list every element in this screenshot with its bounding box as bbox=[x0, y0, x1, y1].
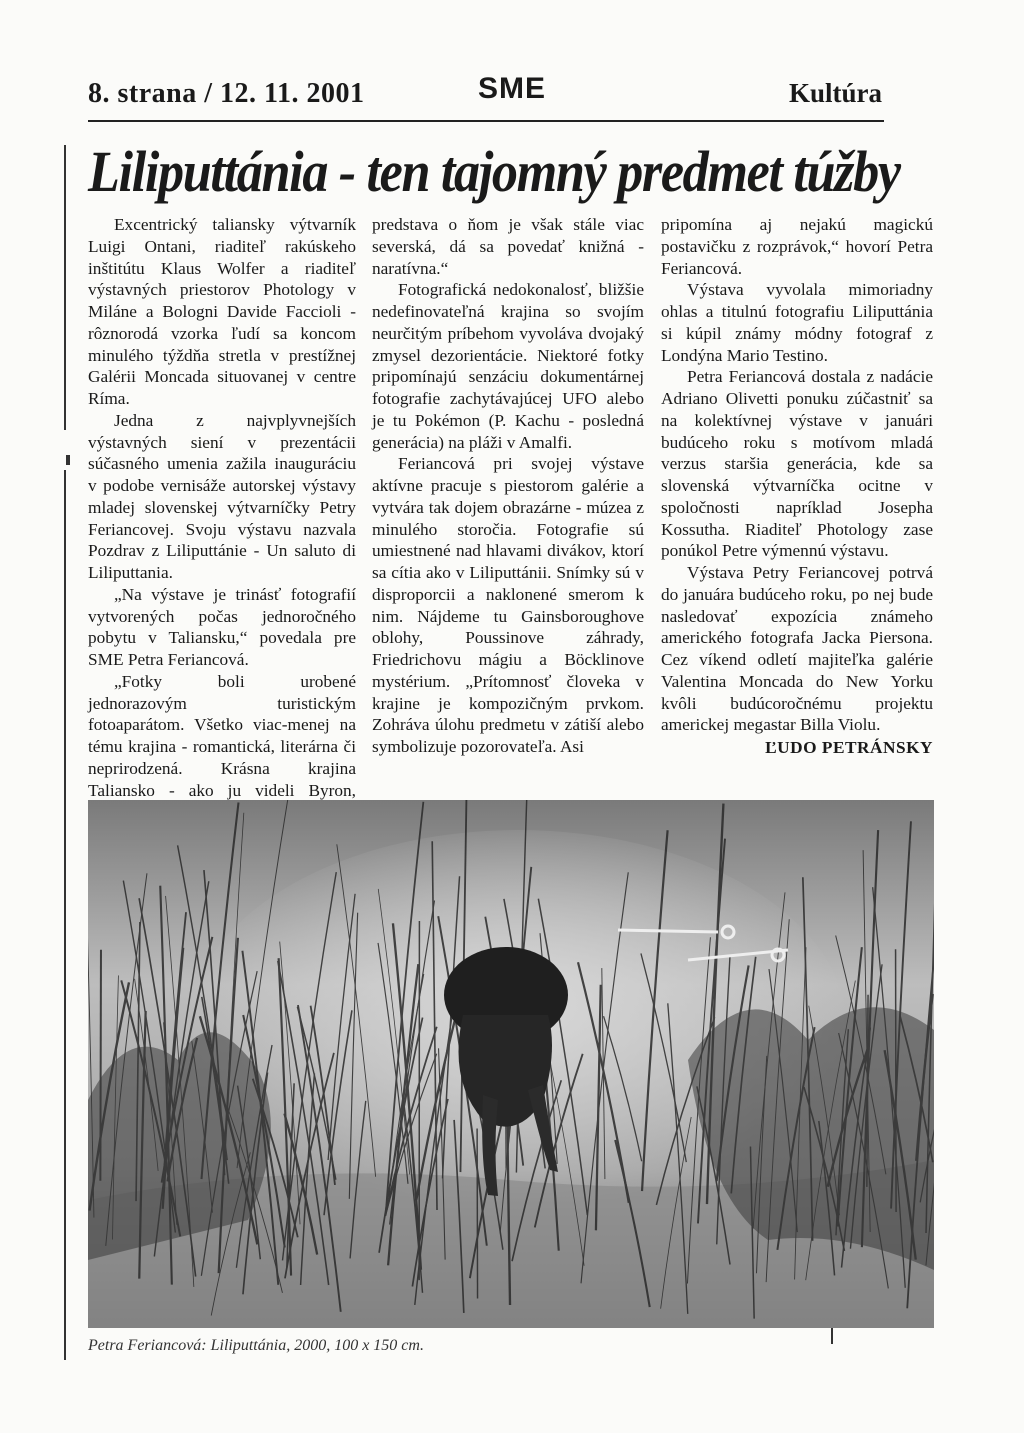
page-date: 8. strana / 12. 11. 2001 bbox=[88, 78, 365, 109]
headline: Liliputtánia - ten tajomný predmet túžby bbox=[88, 139, 900, 204]
paragraph: Výstava Petry Feriancovej potrvá do januára budúceho roku, po nej bude nasledovať expozícia známeho amerického fotografa Jacka Piersona. Cez víkend odletí majiteľka galérie Valentina Moncada do New Yorku kvôli budúcoročnému projektu americkej megastar Billa Violu. bbox=[661, 563, 933, 735]
header-rule bbox=[88, 120, 884, 122]
paragraph: „Fotky boli urobené jednorazovým turistickým fotoaparátom. Všetko viac-menej na tému krajina - romantická, literárna či neprirodzená. Krásna krajina Taliansko - ako ju videli Byron, bbox=[88, 671, 356, 800]
paragraph: Výstava vyvolala mimoriadny ohlas a titulnú fotografiu Liliputtánia si kúpil známy módny fotograf z Londýna Mario Testino. bbox=[661, 280, 933, 365]
paragraph: „Na výstave je trinásť fotografií vytvorených počas jednoročného pobytu v Taliansku,“ povedala pre SME Petra Feriancová. bbox=[88, 584, 356, 669]
paragraph: Petra Feriancová dostala z nadácie Adriano Olivetti ponuku zúčastniť sa na kolektívnej výstave v januári budúceho roku s motívom mladá verzus staršia generácia, kde sa slovenská výtvarníčka ocitne v spoločnosti napríklad Josepha Kossutha. Riaditeľ Photology zase ponúkol Petre výmennú výstavu. bbox=[661, 367, 933, 561]
article-column-1 bbox=[88, 214, 356, 823]
article-photo bbox=[88, 800, 934, 1328]
margin-mark bbox=[831, 1328, 833, 1344]
photo-illustration bbox=[88, 800, 934, 1328]
article-column-3 bbox=[661, 214, 933, 759]
margin-mark bbox=[64, 470, 66, 1360]
paragraph: Feriancová pri svojej výstave aktívne pracuje s piestorom galérie a vytvára tak dojem obrazárne - múzea z minulého storočia. Fotografie sú umiestnené nad hlavami divákov, ktorí sa cítia ako v Liliputtánii. Snímky sú v disproporcii a naklonené smerom k nim. Nájdeme tu Gainsboroughove oblohy, Poussinove záhrady, Friedrichovu mágiu a Böcklinove mystérium. „Prítomnosť človeka v krajine je kompozičným prvkom. Zohráva úlohu predmetu v zátiší alebo symbolizuje pozorovateľa. Asi bbox=[372, 454, 644, 756]
article-column-2 bbox=[372, 214, 644, 758]
paragraph: Fotografická nedokonalosť, bližšie nedefinovateľná krajina so svojím neurčitým príbehom vyvoláva dvojaký zmysel dezorientácie. Niektoré fotky pripomínajú senzáciu dokumentárnej fotografie zachytávajúcej UFO alebo je tu Pokémon (P. Kachu - posledná generácia) na pláži v Amalfi. bbox=[372, 280, 644, 452]
paper-logo: SME bbox=[478, 72, 547, 105]
paragraph: predstava o ňom je však stále viac severská, dá sa povedať knižná - naratívna.“ bbox=[372, 215, 644, 278]
photo-caption: Petra Feriancová: Liliputtánia, 2000, 100 x 150 cm. bbox=[88, 1337, 424, 1354]
section-name: Kultúra bbox=[788, 78, 882, 108]
paragraph: Jedna z najvplyvnejších výstavných siení v prezentácii súčasného umenia zažila inauguráciu v podobe vernisáže autorskej výstavy mladej slovenskej výtvarníčky Petry Feriancovej. Svoju výstavu nazvala Pozdrav z Liliputtánie - Un saluto di Liliputtania. bbox=[88, 410, 356, 582]
margin-mark bbox=[66, 455, 70, 465]
paragraph: Excentrický taliansky výtvarník Luigi Ontani, riaditeľ rakúskeho inštitútu Klaus Wolfer a riaditeľ výstavných priestorov Photology v Miláne a Bologni Davide Faccioli - rôznorodá vzorka ľudí sa koncom minulého týždňa stretla v prestížnej Galérii Moncada situovanej v centre Ríma. bbox=[88, 215, 356, 408]
paragraph: pripomína aj nejakú magickú postavičku z rozprávok,“ hovorí Petra Feriancová. bbox=[661, 215, 933, 278]
byline: ĽUDO PETRÁNSKY bbox=[765, 738, 933, 757]
margin-mark bbox=[64, 145, 66, 430]
